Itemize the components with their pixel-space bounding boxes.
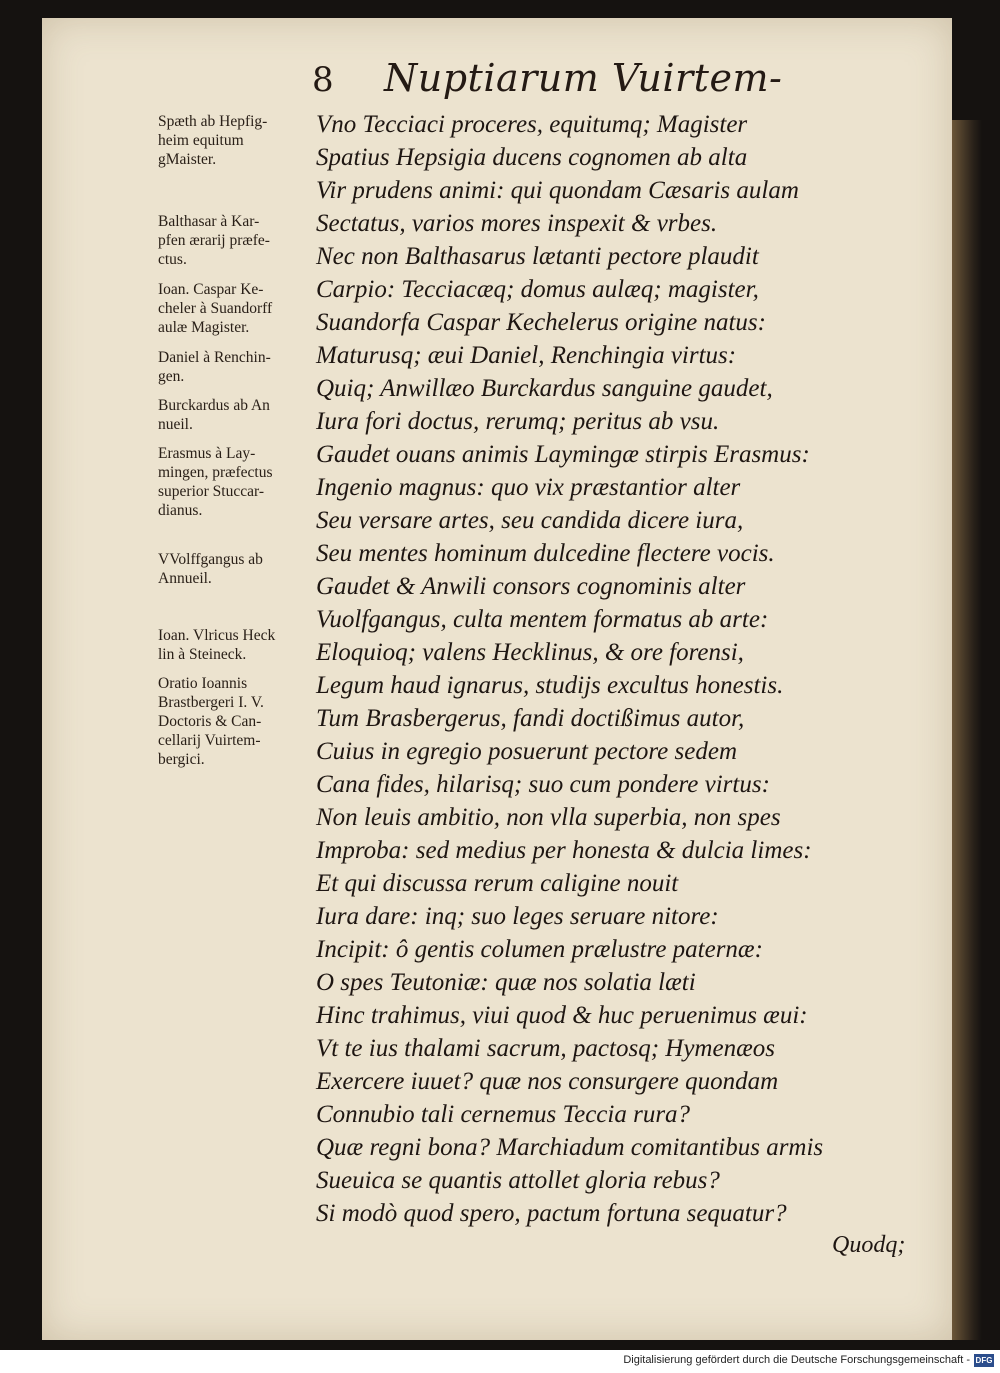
verse-line: Exercere iuuet? quæ nos consurgere quondam [316,1068,779,1095]
margin-note: VVolffgangus ab Annueil. [158,551,263,587]
verse-line: Non leuis ambitio, non vlla superbia, non spes [316,804,781,831]
verse-line: Eloquioq; valens Hecklinus, & ore forensi, [316,639,744,666]
margin-note: Balthasar à Kar- pfen ærarij præfe- ctus. [158,213,270,268]
verse-line: Incipit: ô gentis columen prælustre paternæ: [316,936,763,963]
verse-line: Si modò quod spero, pactum fortuna sequatur? [316,1200,787,1227]
verse-line: Tum Brasbergerus, fandi doctißimus autor, [316,705,745,732]
verse-line: Cuius in egregio posuerunt pectore sedem [316,738,737,765]
catchword: Quodq; [832,1232,906,1258]
dfg-logo-icon: DFG [975,1356,993,1365]
verse-line: Vir prudens animi: qui quondam Cæsaris aulam [316,177,799,204]
verse-line: Vuolfgangus, culta mentem formatus ab arte: [316,606,769,633]
verse-line: Sectatus, varios mores inspexit & vrbes. [316,210,718,237]
margin-note: Ioan. Caspar Ke- cheler à Suandorff aulæ Magister. [158,281,273,336]
margin-note: Daniel à Renchin- gen. [158,349,271,385]
verse-line: Iura dare: inq; suo leges seruare nitore: [316,903,719,930]
margin-note: Spæth ab Hepfig- heim equitum gMaister. [158,113,268,168]
margin-note: Erasmus à Lay- mingen, præfectus superior Stuccar- dianus. [158,445,273,519]
page-edge [952,120,982,1340]
verse-line: Legum haud ignarus, studijs excultus honestis. [316,672,784,699]
verse-line: Et qui discussa rerum caligine nouit [316,870,679,897]
margin-note: Ioan. Vlricus Heck lin à Steineck. [158,627,276,663]
verse-line: Improba: sed medius per honesta & dulcia limes: [316,837,812,864]
verse-line: Suandorfa Caspar Kechelerus origine natus: [316,309,766,336]
margin-note: Burckardus ab An nueil. [158,397,270,433]
verse-line: Spatius Hepsigia ducens cognomen ab alta [316,144,748,171]
verse-line: Gaudet ouans animis Laymingæ stirpis Erasmus: [316,441,810,468]
verse-line: Vt te ius thalami sacrum, pactosq; Hymenæos [316,1035,775,1062]
verse-line: Vno Tecciaci proceres, equitumq; Magister [316,111,748,138]
margin-note: Oratio Ioannis Brastbergeri I. V. Doctoris & Can- cellarij Vuirtem- bergici. [158,675,264,768]
verse-line: O spes Teutoniæ: quæ nos solatia læti [316,969,696,996]
verse-line: Quæ regni bona? Marchiadum comitantibus armis [316,1134,824,1161]
verse-line: Cana fides, hilarisq; suo cum pondere virtus: [316,771,770,798]
verse-line: Iura fori doctus, rerumq; peritus ab vsu. [316,408,720,435]
page-number: 8 [312,60,334,100]
verse-line: Gaudet & Anwili consors cognominis alter [316,573,746,600]
verse-line: Carpio: Tecciacæq; domus aulæq; magister, [316,276,759,303]
verse-line: Quiq; Anwillæo Burckardus sanguine gaudet, [316,375,773,402]
digitization-credit: Digitalisierung gefördert durch die Deutsche Forschungsgemeinschaft - [623,1354,970,1366]
verse-line: Connubio tali cernemus Teccia rura? [316,1101,691,1128]
verse-line: Hinc trahimus, viui quod & huc peruenimus æui: [316,1002,808,1029]
verse-line: Seu versare artes, seu candida dicere iura, [316,507,744,534]
running-title: Nuptiarum Vuirtem- [384,56,783,100]
footer-bar [0,1350,1000,1373]
verse-line: Maturusq; æui Daniel, Renchingia virtus: [316,342,737,369]
verse-line: Sueuica se quantis attollet gloria rebus? [316,1167,720,1194]
verse-line: Nec non Balthasarus lætanti pectore plaudit [316,243,759,270]
verse-line: Seu mentes hominum dulcedine flectere vocis. [316,540,775,567]
verse-line: Ingenio magnus: quo vix præstantior alter [316,474,741,501]
